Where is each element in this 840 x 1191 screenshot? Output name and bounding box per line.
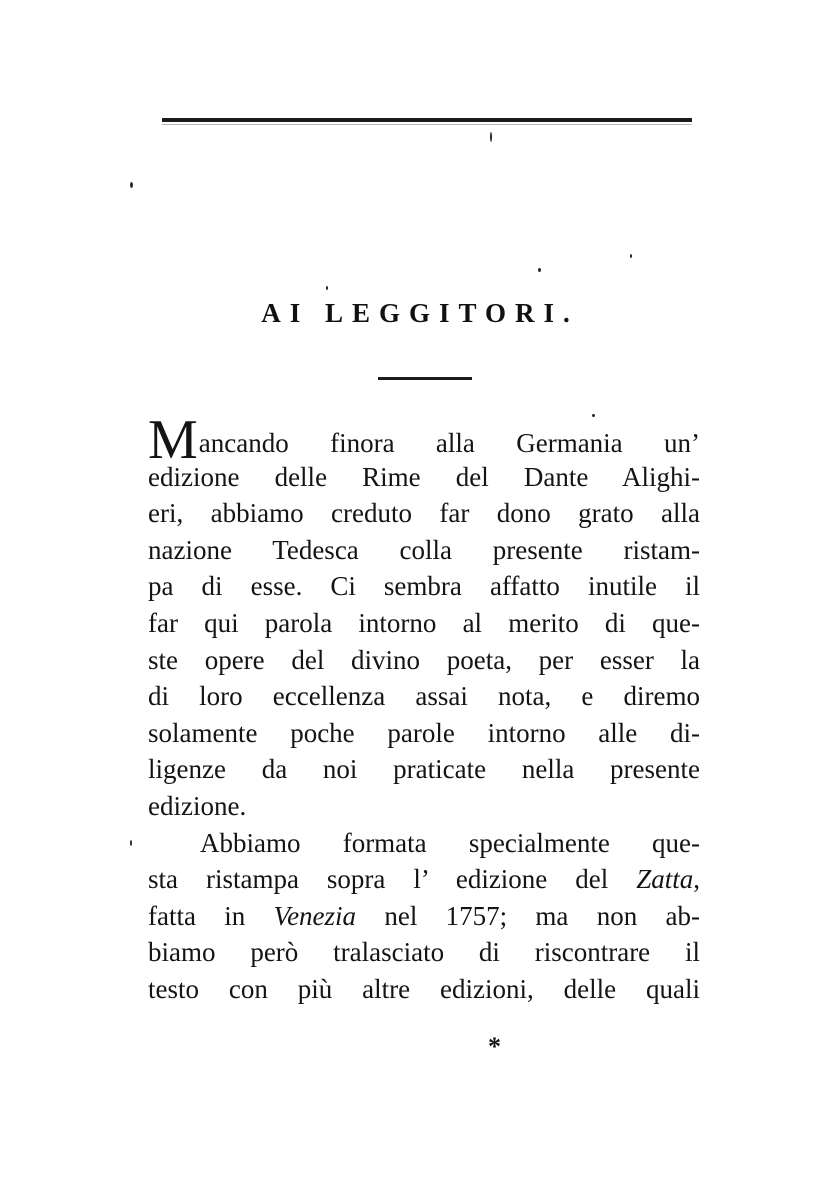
text-line [148,678,700,715]
top-rule [162,118,692,122]
page-heading: AI LEGGITORI. [261,298,579,328]
text-line [148,532,700,569]
line-text: edizione delle Rime del Dante Alighi- [148,461,700,492]
text-line [148,605,700,642]
print-speck [490,132,492,142]
line-text: testo con più altre edizioni, delle quali [148,973,700,1004]
text-line [148,568,700,605]
line-text: ancando finora alla Germania un’ [198,428,700,458]
print-speck [538,268,541,272]
text-line [148,825,700,862]
line-text: , [693,864,700,895]
text-line [148,642,700,679]
text-line [148,898,700,935]
text-line [148,788,700,825]
text-line [148,495,700,532]
line-text: ste opere del divino poeta, per esser la [148,644,700,675]
line-text: Abbiamo formata specialmente que- [200,827,700,858]
line-text: di loro eccellenza assai nota, e diremo [148,681,700,712]
text-line [148,751,700,788]
paragraph-1 [148,409,700,825]
line-text: far qui parola intorno al merito di que- [148,607,700,638]
line-text: nel 1757; ma non ab- [356,900,700,931]
heading-rule [378,377,472,380]
line-text: ligenze da noi praticate nella presente [148,754,700,785]
print-speck [326,286,328,290]
text-line [148,861,700,898]
print-speck [130,182,133,188]
text-line [148,971,700,1008]
print-speck [630,254,632,258]
line-text: sta ristampa sopra l’ edizione del [148,864,637,895]
italic-text: Venezia [273,900,357,931]
line-text: pa di esse. Ci sembra affatto inutile il [148,571,700,602]
print-speck [130,840,132,846]
signature-mark: * [488,1032,501,1061]
text-line [148,409,700,471]
body-text [148,409,700,1008]
italic-text: Zatta [636,864,694,895]
line-text: fatta in [148,900,274,931]
drop-cap: M [148,409,198,471]
line-text: solamente poche parole intorno alle di- [148,717,700,748]
line-text: edizione. [148,790,247,821]
print-speck [592,414,595,417]
line-text: nazione Tedesca colla presente ristam- [148,534,700,565]
text-line [148,459,700,496]
paragraph-2 [148,825,700,1008]
line-text: biamo però tralasciato di riscontrare il [148,937,700,968]
line-text: eri, abbiamo creduto far dono grato alla [148,498,700,529]
text-line [148,715,700,752]
text-line [148,934,700,971]
top-rule-shadow [162,124,692,125]
